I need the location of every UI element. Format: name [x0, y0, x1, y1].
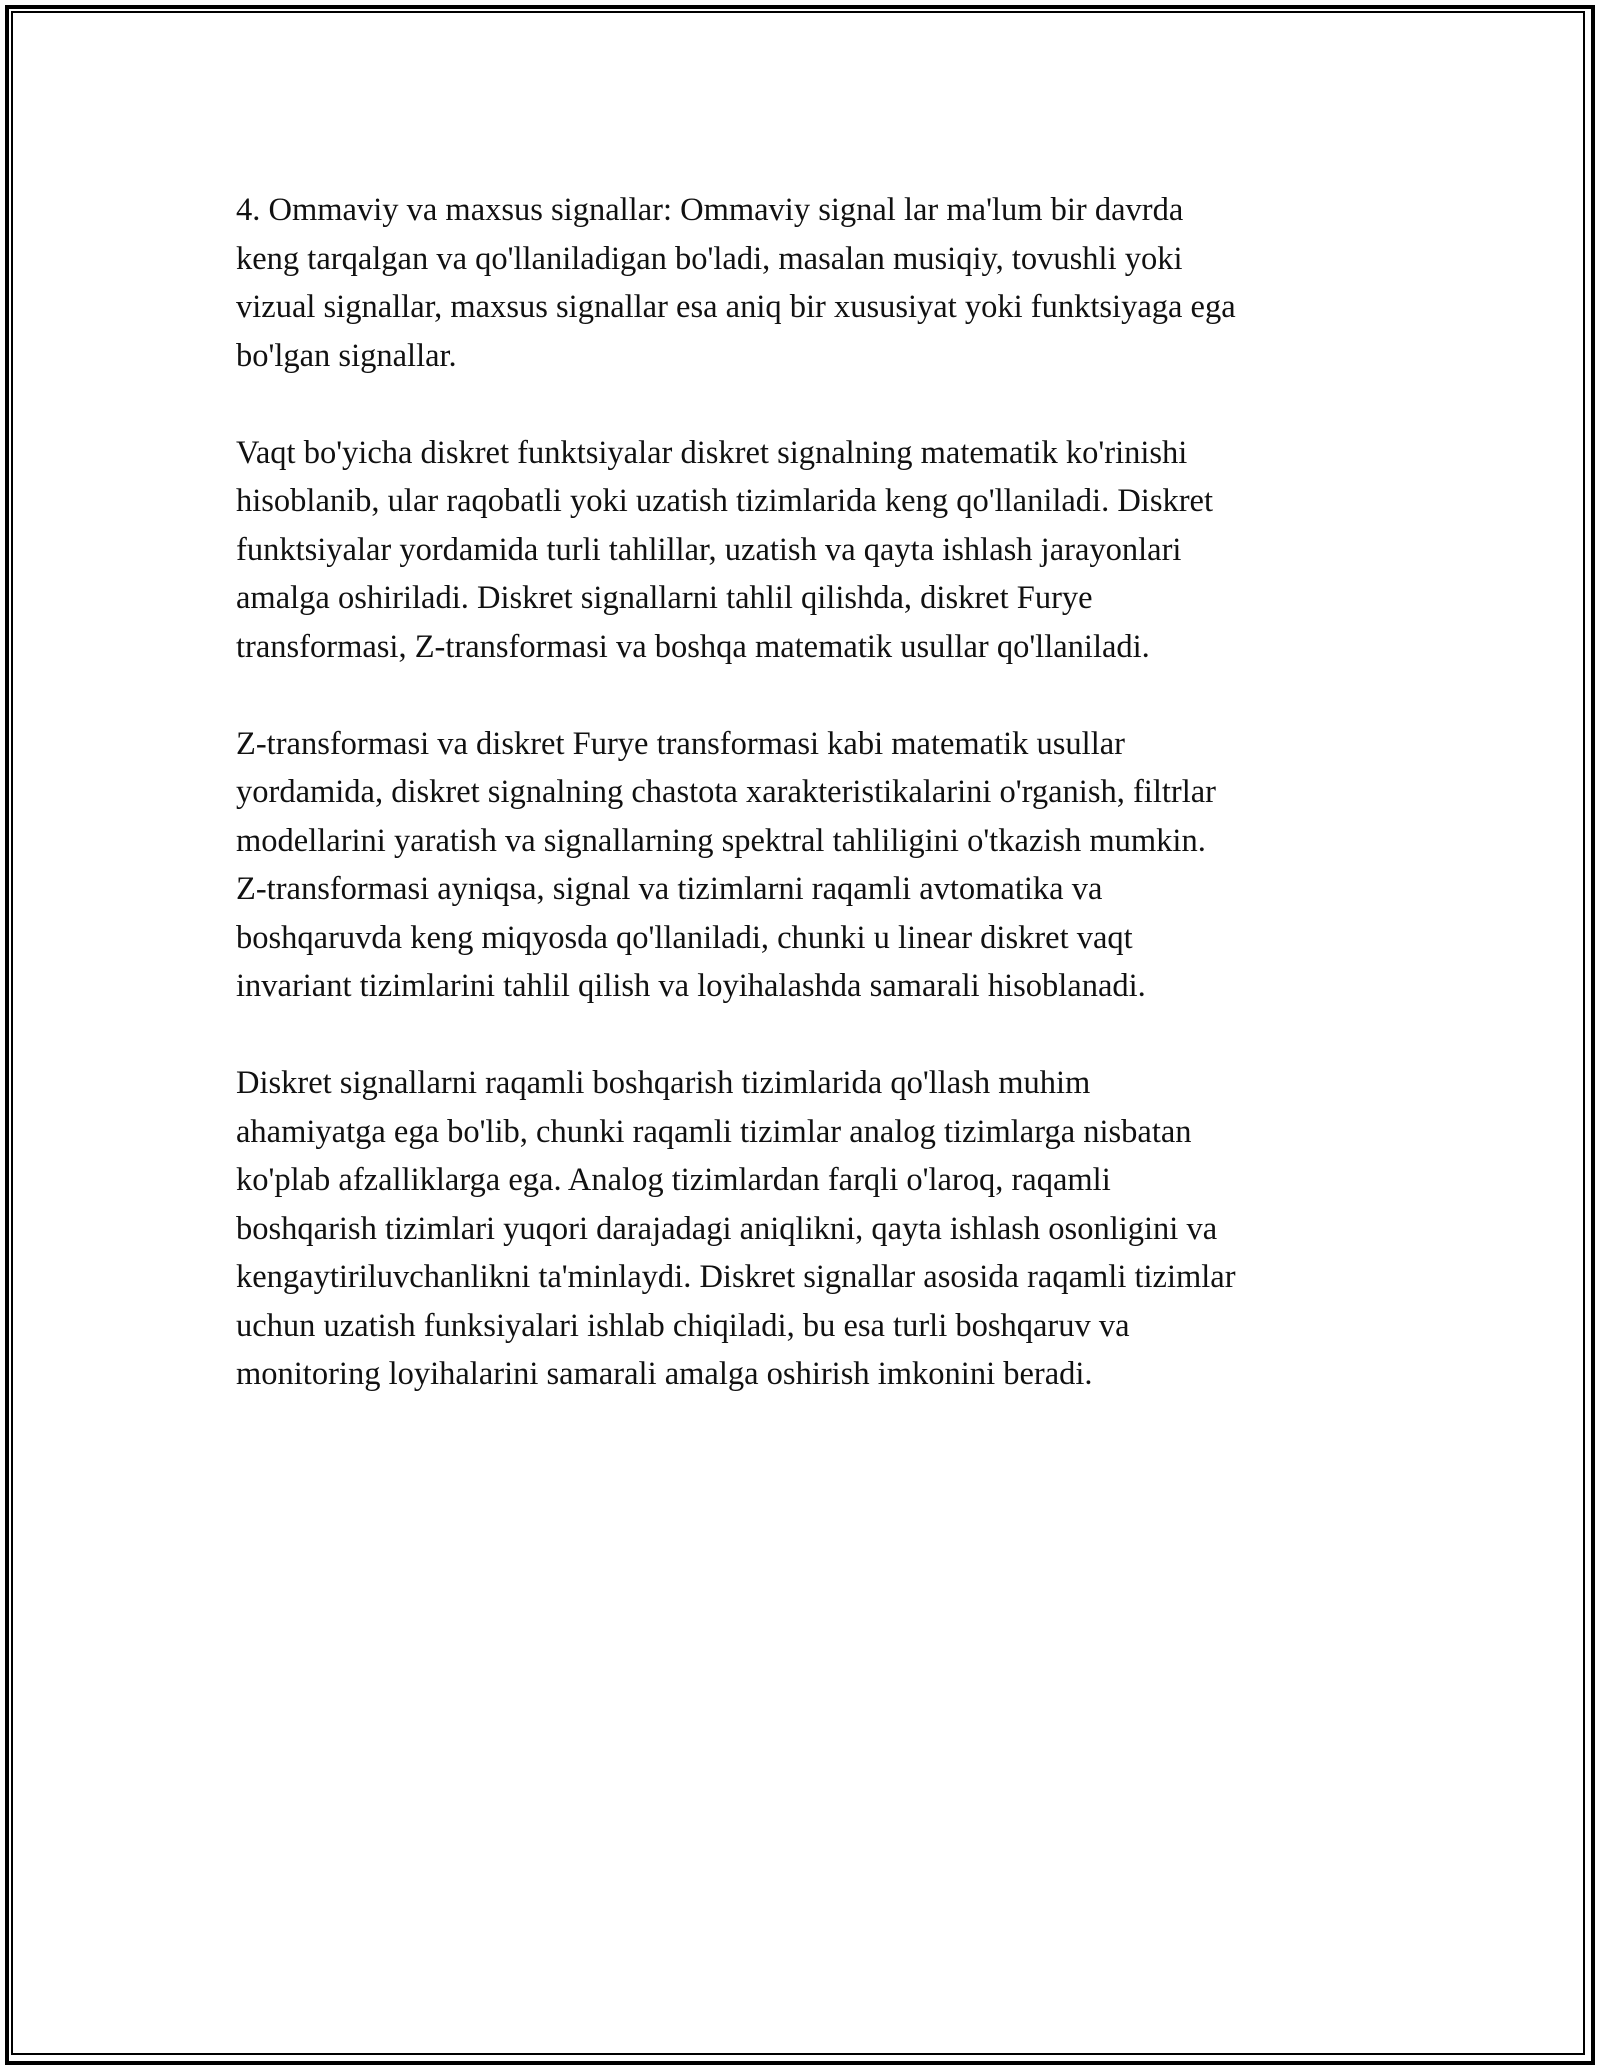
- text-line: keng tarqalgan va qo'llaniladigan bo'ladi, masalan musiqiy, tovushli yoki: [236, 240, 1183, 277]
- paragraph-1: [236, 186, 1386, 380]
- text-line: modellarini yaratish va signallarning spektral tahliligini o'tkazish mumkin.: [236, 822, 1206, 859]
- text-line: Vaqt bo'yicha diskret funktsiyalar diskret signalning matematik ko'rinishi: [236, 434, 1188, 471]
- paragraph-3: [236, 720, 1386, 1011]
- text-line: bo'lgan signallar.: [236, 337, 457, 374]
- text-line: Z-transformasi va diskret Furye transformasi kabi matematik usullar: [236, 725, 1125, 762]
- paragraph-2: [236, 429, 1386, 672]
- text-line: Z-transformasi ayniqsa, signal va tizimlarni raqamli avtomatika va: [236, 871, 1103, 907]
- text-line: ahamiyatga ega bo'lib, chunki raqamli tizimlar analog tizimlarga nisbatan: [236, 1113, 1192, 1150]
- text-line: Diskret signallarni raqamli boshqarish tizimlarida qo'llash muhim: [236, 1065, 1091, 1101]
- text-line: kengaytiriluvchanlikni ta'minlaydi. Diskret signallar asosida raqamli tizimlar: [236, 1259, 1236, 1295]
- text-line: ko'plab afzalliklarga ega. Analog tizimlardan farqli o'laroq, raqamli: [236, 1162, 1111, 1198]
- text-line: vizual signallar, maxsus signallar esa aniq bir xususiyat yoki funktsiyaga ega: [236, 289, 1236, 325]
- text-line: amalga oshiriladi. Diskret signallarni tahlil qilishda, diskret Furye: [236, 580, 1093, 616]
- document-body: [236, 186, 1386, 1399]
- text-line: monitoring loyihalarini samarali amalga oshirish imkonini beradi.: [236, 1356, 1093, 1392]
- text-line: boshqaruvda keng miqyosda qo'llaniladi, chunki u linear diskret vaqt: [236, 919, 1133, 956]
- text-line: boshqarish tizimlari yuqori darajadagi aniqlikni, qayta ishlash osonligini va: [236, 1210, 1218, 1247]
- text-line: uchun uzatish funksiyalari ishlab chiqiladi, bu esa turli boshqaruv va: [236, 1307, 1130, 1344]
- text-line: yordamida, diskret signalning chastota xarakteristikalarini o'rganish, filtrlar: [236, 774, 1216, 810]
- text-line: 4. Ommaviy va maxsus signallar: Ommaviy signal lar ma'lum bir davrda: [236, 192, 1184, 228]
- paragraph-4: [236, 1059, 1386, 1399]
- text-line: transformasi, Z-transformasi va boshqa matematik usullar qo'llaniladi.: [236, 628, 1150, 665]
- text-line: funktsiyalar yordamida turli tahlillar, uzatish va qayta ishlash jarayonlari: [236, 531, 1182, 568]
- text-line: hisoblanib, ular raqobatli yoki uzatish tizimlarida keng qo'llaniladi. Diskret: [236, 483, 1214, 519]
- text-line: invariant tizimlarini tahlil qilish va loyihalashda samarali hisoblanadi.: [236, 968, 1146, 1004]
